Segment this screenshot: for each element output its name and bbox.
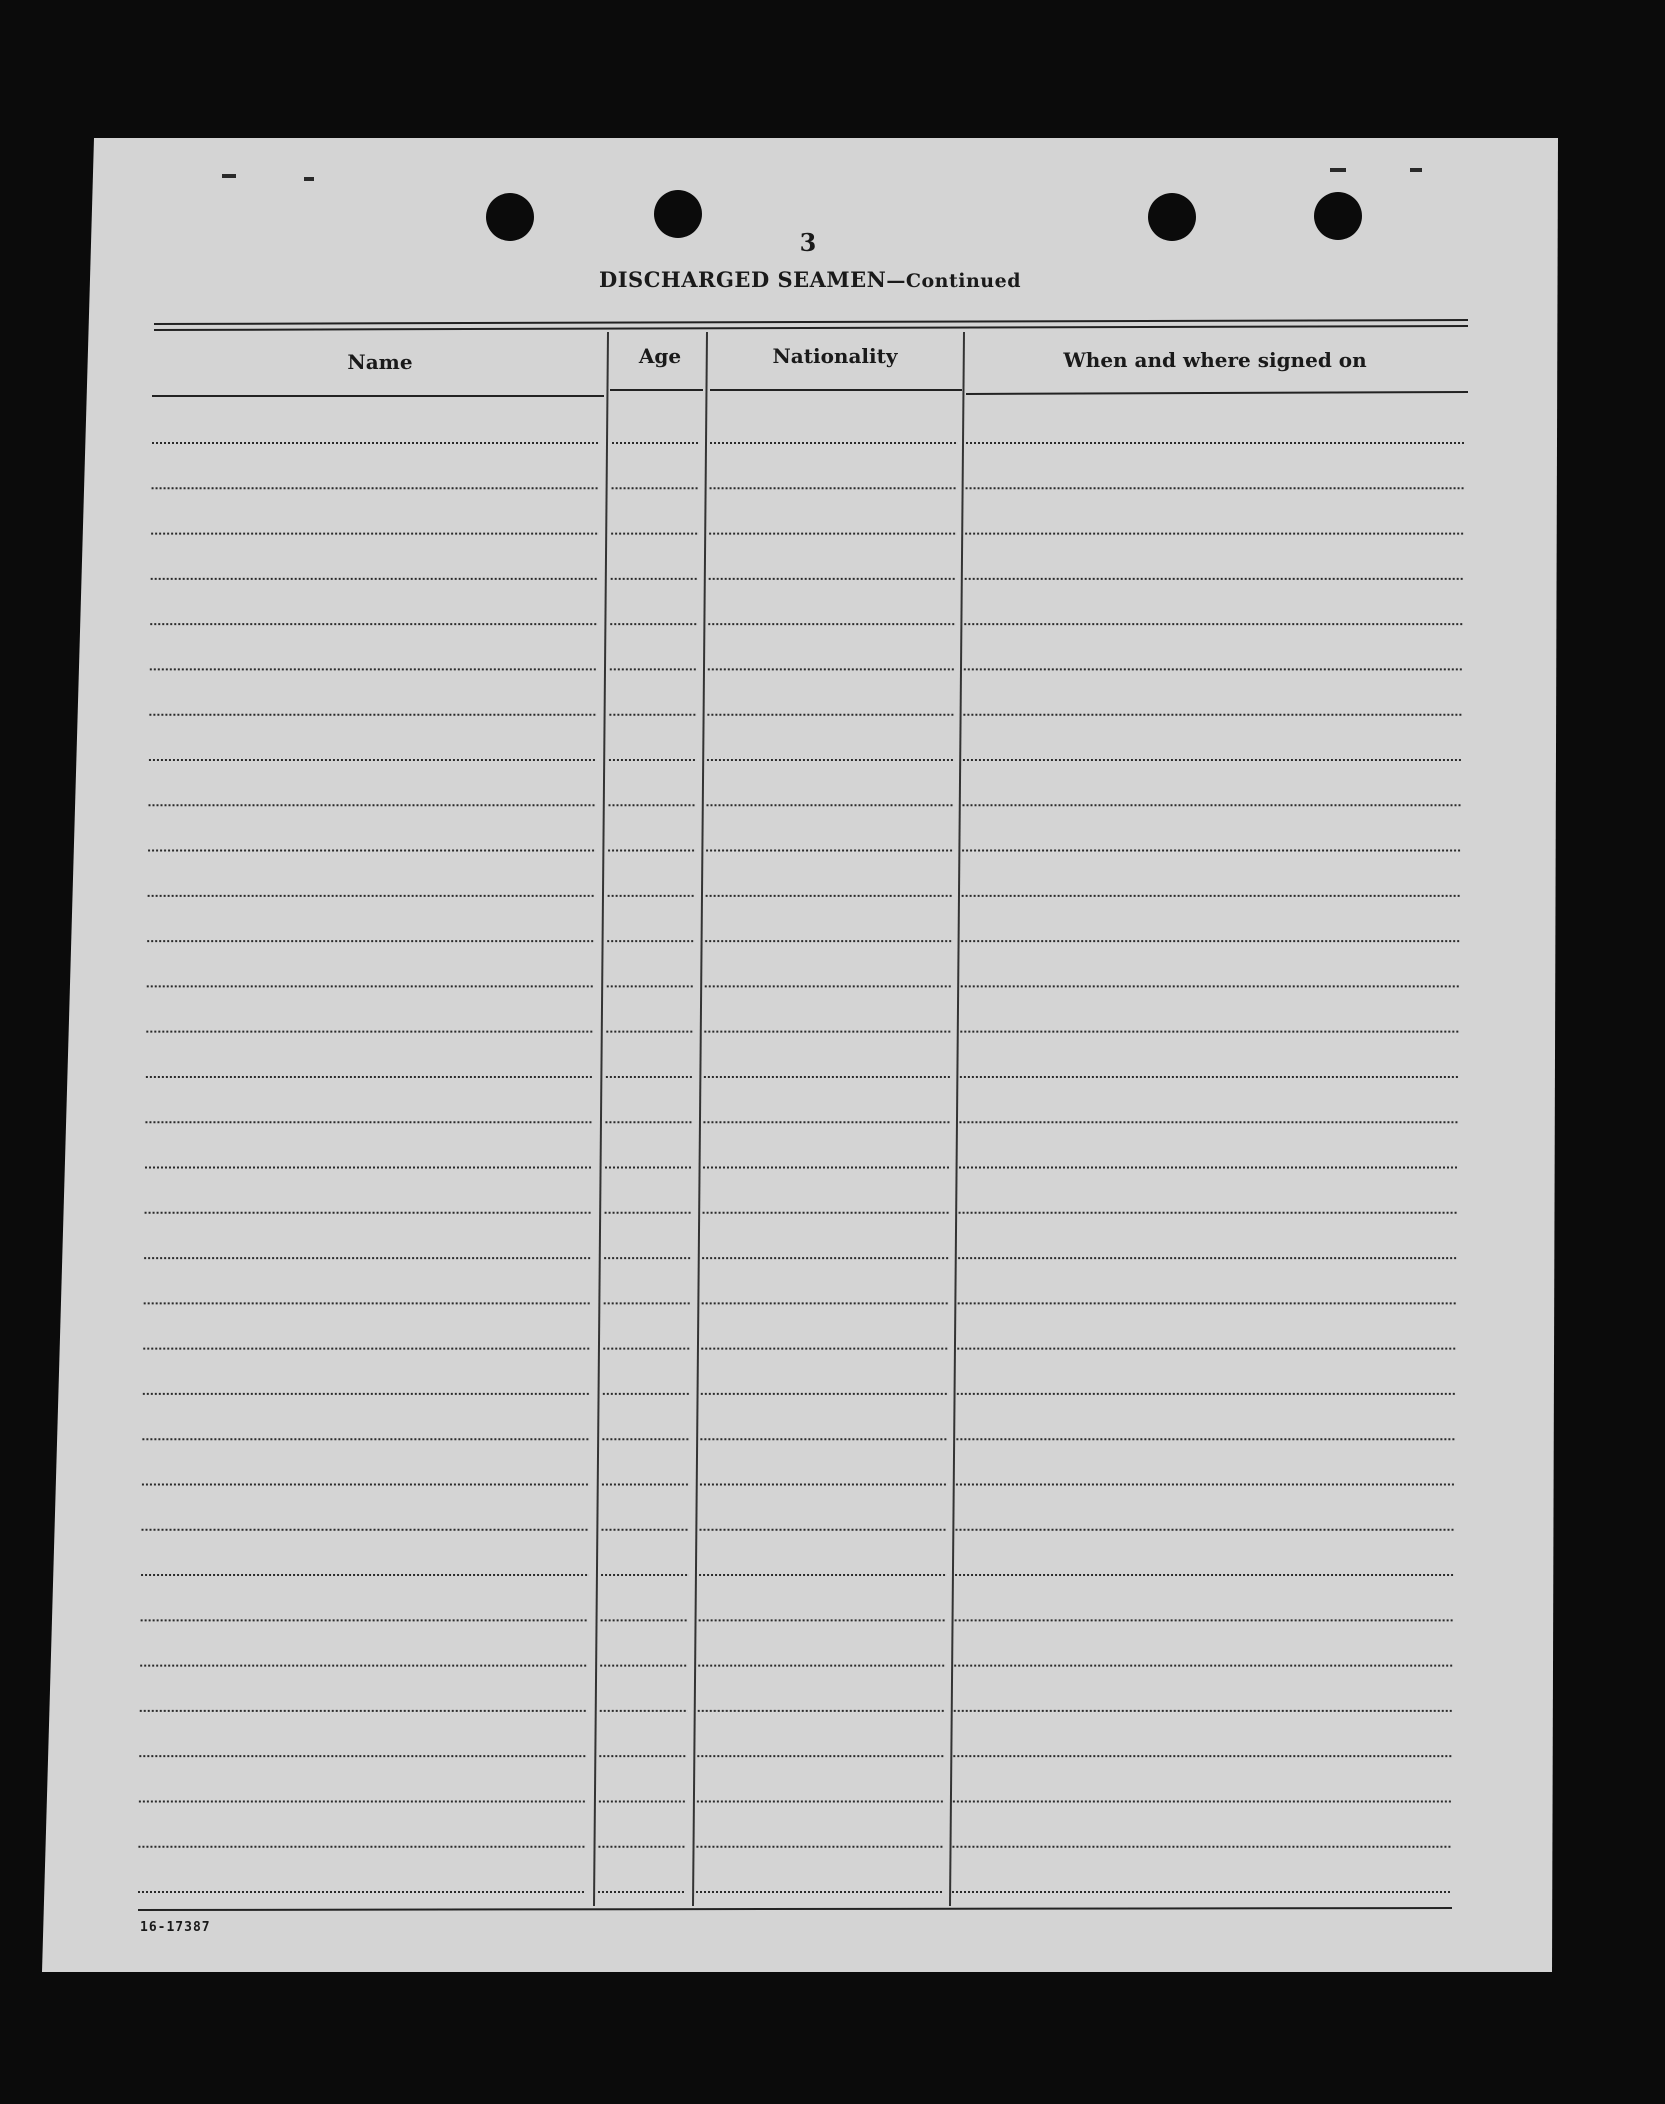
scan-speck <box>1330 168 1346 172</box>
punch-hole <box>486 193 534 241</box>
punch-hole <box>654 190 702 238</box>
scan-speck <box>304 177 314 181</box>
column-header-when-and-where: When and where signed on <box>1063 348 1367 372</box>
punch-hole <box>1314 192 1362 240</box>
form-title <box>520 267 1100 292</box>
column-header-age: Age <box>638 344 682 368</box>
column-header-name: Name <box>347 350 413 374</box>
form-title-suffix: —Continued <box>886 270 1021 292</box>
punch-hole <box>1148 193 1196 241</box>
column-header-nationality: Nationality <box>772 344 898 368</box>
form-title-main: DISCHARGED SEAMEN <box>599 267 887 292</box>
scan-speck <box>222 174 236 178</box>
paper-sheet <box>42 138 1558 1972</box>
form-number: 16-17387 <box>140 1920 211 1935</box>
scan-speck <box>1410 168 1422 172</box>
page-number: 3 <box>799 228 817 257</box>
